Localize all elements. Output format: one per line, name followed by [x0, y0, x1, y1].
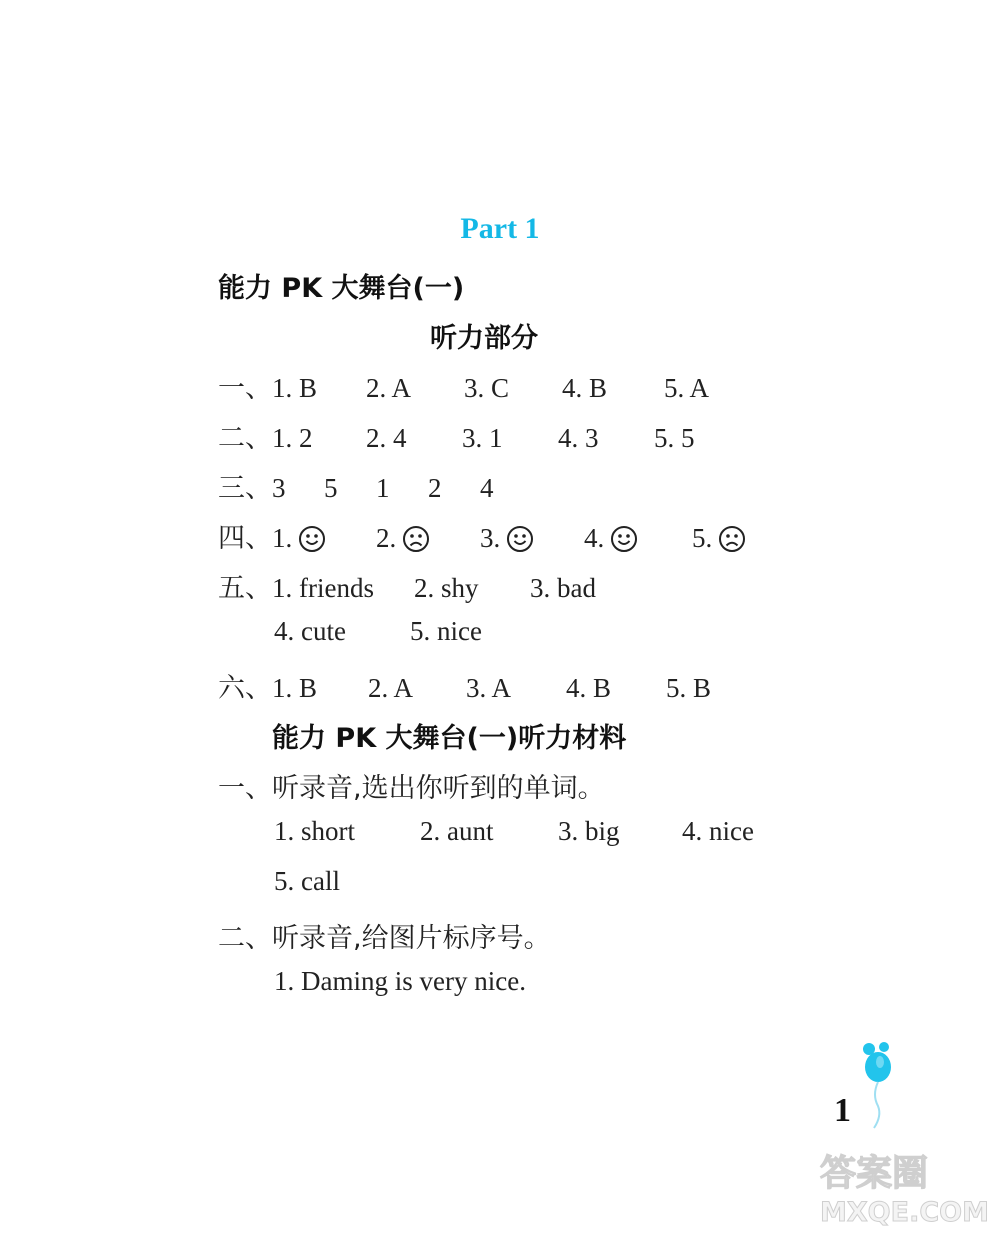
section-title: 能力 PK 大舞台(一) [218, 273, 465, 304]
answer-item: 2 [428, 473, 442, 503]
part-title: Part 1 [460, 212, 540, 245]
answer-label: 三、 [218, 473, 272, 504]
material-2-line-1 [274, 966, 526, 997]
word-item: 5. call [274, 866, 340, 896]
smiley-face-icon [610, 525, 638, 553]
material-2-instruction [218, 916, 551, 955]
answer-number: 5. [692, 523, 713, 553]
answer-item: 4. B [562, 373, 608, 403]
answer-item: 4. 3 [558, 423, 599, 453]
answer-item: 1. 2 [272, 423, 313, 453]
answer-number: 1. [272, 523, 293, 553]
answer-item: 1. friends [272, 573, 374, 603]
answer-item: 2. A [368, 673, 414, 703]
material-label: 一、 [218, 773, 272, 804]
answer-label: 六、 [218, 673, 272, 704]
answer-label: 四、 [218, 523, 272, 554]
watermark-logo-icon [818, 1143, 996, 1227]
smiley-face-icon [506, 525, 534, 553]
answer-item: 3. bad [530, 573, 596, 603]
answer-row-5-continuation [274, 616, 482, 647]
word-item: 2. aunt [420, 816, 494, 846]
materials-heading: 能力 PK 大舞台(一)听力材料 [272, 723, 627, 754]
material-instruction: 听录音,选出你听到的单词。 [272, 773, 605, 804]
sentence-item: 1. Daming is very nice. [274, 966, 526, 996]
answer-item: 1. B [272, 673, 318, 703]
answer-label: 二、 [218, 423, 272, 454]
answer-item: 3. C [464, 373, 510, 403]
answer-item: 3. A [466, 673, 512, 703]
answer-number: 4. [584, 523, 605, 553]
answer-item: 5. 5 [654, 423, 695, 453]
material-label: 二、 [218, 923, 272, 954]
answer-item: 5 [324, 473, 338, 503]
answer-row-4 [218, 516, 746, 555]
answer-row-1 [218, 366, 709, 405]
material-1-line-2 [274, 866, 340, 897]
answer-number: 3. [480, 523, 501, 553]
frowning-face-icon [718, 525, 746, 553]
answer-number: 2. [376, 523, 397, 553]
word-item: 1. short [274, 816, 355, 846]
answer-item: 3 [272, 473, 286, 503]
answer-row-2 [218, 416, 695, 455]
answer-item: 4. cute [274, 616, 346, 646]
page-number: 1 [834, 1092, 851, 1129]
material-instruction: 听录音,给图片标序号。 [272, 923, 551, 954]
answer-row-3 [218, 466, 494, 505]
svg-text:MXQE.COM: MXQE.COM [820, 1197, 989, 1227]
answer-item: 2. 4 [366, 423, 407, 453]
word-item: 4. nice [682, 816, 754, 846]
smiley-face-icon [298, 525, 326, 553]
material-1-instruction [218, 766, 605, 805]
answer-item: 1 [376, 473, 390, 503]
listening-heading: 听力部分 [430, 323, 538, 354]
answer-item: 3. 1 [462, 423, 503, 453]
answer-item: 1. B [272, 373, 318, 403]
answer-row-6 [218, 666, 711, 705]
answer-item: 5. A [664, 373, 710, 403]
word-item: 3. big [558, 816, 620, 846]
answer-item: 5. B [666, 673, 712, 703]
answer-label: 五、 [218, 573, 272, 604]
answer-item: 2. shy [414, 573, 479, 603]
answer-item: 4. B [566, 673, 612, 703]
svg-text:答案圈: 答案圈 [820, 1153, 929, 1194]
frowning-face-icon [402, 525, 430, 553]
answer-item: 5. nice [410, 616, 482, 646]
material-1-line-1 [274, 816, 754, 847]
answer-item: 4 [480, 473, 494, 503]
answer-item: 2. A [366, 373, 412, 403]
answer-row-5 [218, 566, 596, 605]
mouse-decoration-icon [858, 1040, 898, 1130]
answer-label: 一、 [218, 373, 272, 404]
